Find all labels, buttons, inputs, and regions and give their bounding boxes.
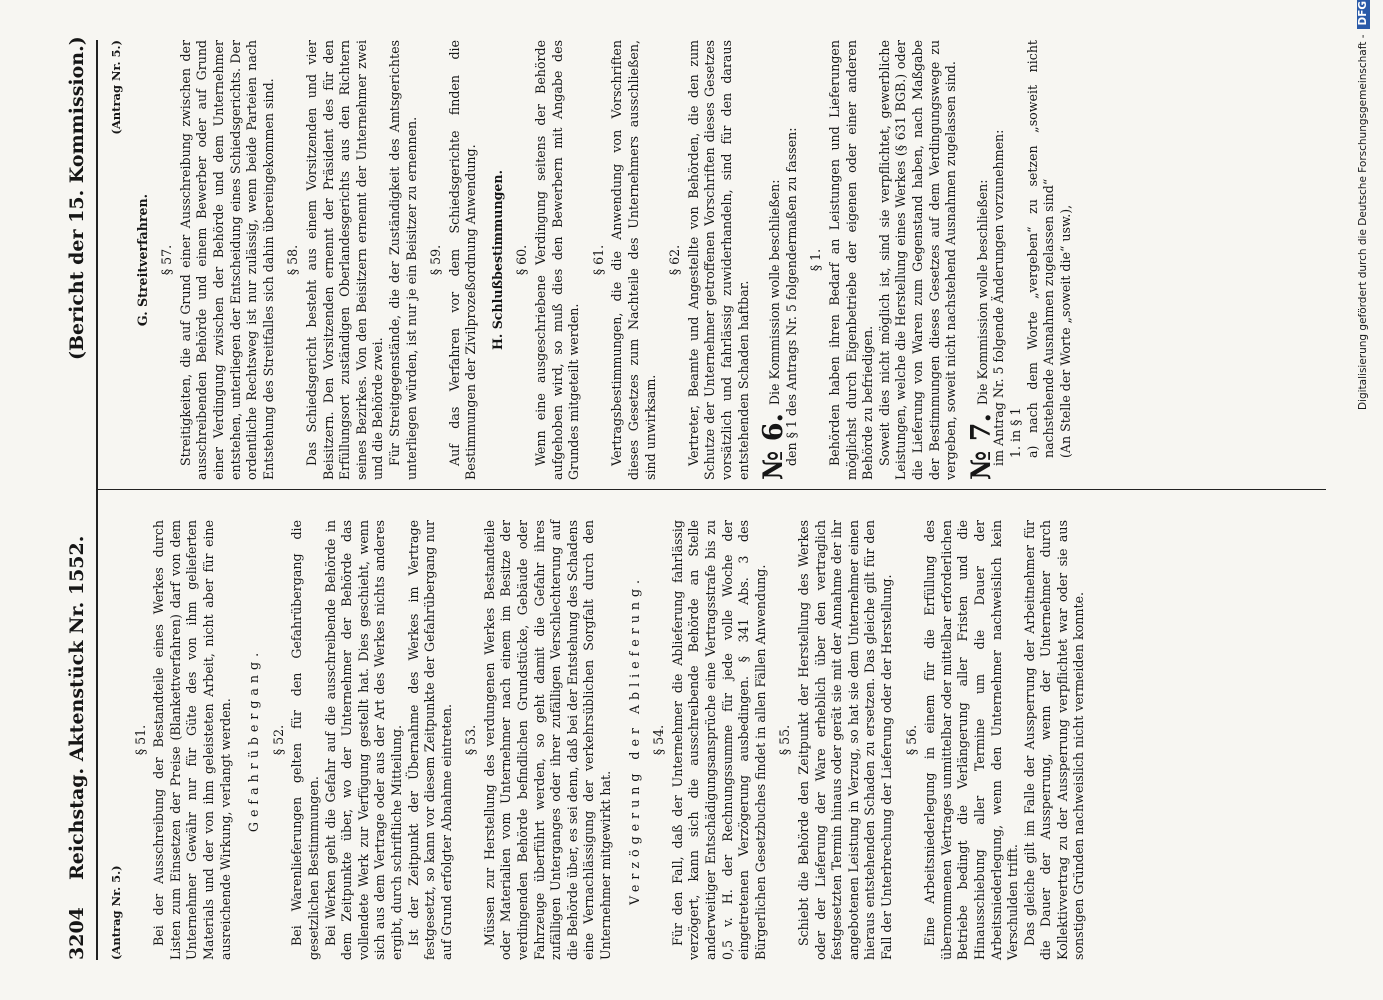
section-51-title: § 51.: [132, 724, 148, 756]
header-title-left: Reichstag. Aktenstück Nr. 1552.: [66, 535, 88, 880]
antrag-7-block: [965, 40, 1075, 480]
section-56-title: § 56.: [903, 724, 919, 756]
document-page: [60, 36, 1340, 960]
section-52-p3: Ist der Zeitpunkt der Übernahme des Werkes im Vertrage festgesetzt, so kann vor diesem Zeitpunkte der Gefahrübergang nur auf Grund erfolgter Abnahme eintreten.: [405, 520, 454, 960]
section-57-title: § 57.: [159, 244, 175, 276]
digitization-credit: [1346, 0, 1372, 1000]
section-56-p2: Das gleiche gilt im Falle der Aussperrung der Arbeitnehmer für die Dauer der Aussperrung, wenn der Unternehmer durch Kollektivvertrag zu der Aussperrung verpflichtet war oder sie aus sonstigen Gründen nachweislich nicht vermeiden konnte.: [1021, 520, 1087, 960]
gefahruebergang-heading: Gefahrübergang.: [246, 647, 262, 833]
section-52-title: § 52.: [270, 724, 286, 756]
section-58-title: § 58.: [285, 244, 301, 276]
schlussbestimmungen-heading: H. Schlußbestimmungen.: [489, 170, 505, 350]
section-55-text: Schiebt die Behörde den Zeitpunkt der Herstellung des Werkes oder der Lieferung der Ware erheblich über den vertraglich festgesetzten Termin hinaus oder gerät sie mit der Annahme der ihr angebotenen Leistung in Verzug, so hat sie dem Unternehmer einen hieraus entstehenden Schaden zu ersetzen. Das gleiche gilt für den Fall der Unterbrechung der Lieferung oder der Herstellung.: [795, 520, 894, 960]
right-column: [108, 40, 1074, 480]
section-51-text: Bei der Ausschreibung der Bestandteile eines Werkes durch Listen zum Einsetzen der Preise (Blankettverfahren) darf von dem Unternehmer Gewähr nur für Güte des von ihm gelieferten Materials und der von ihm geleisteten Arbeit, nicht aber für eine ausreichende Wirkung, verlangt werden.: [151, 520, 233, 960]
credit-text: Digitalisierung gefördert durch die Deutsche Forschungsgemeinschaft -: [1357, 34, 1369, 411]
section-58-p2: Für Streitgegenstände, die der Zuständigkeit des Amtsgerichtes unterliegen würden, ist nur je ein Beisitzer zu ernennen.: [386, 40, 419, 480]
section-54-text: Für den Fall, daß der Unternehmer die Ablieferung fahrlässig verzögert, kann sich die ausschreibende Behörde an Stelle anderweitiger Entschädigungsansprüche eine Vertragsstrafe bis zu 0,5 v. H. der Rechnungssumme für jede volle Woche der eingetretenen Verzögerung ausbedingen. § 341 Abs. 3 des Bürgerlichen Gesetzbuches findet in allen Fällen Anwendung.: [669, 520, 768, 960]
streitverfahren-heading: G. Streitverfahren.: [134, 193, 150, 327]
section-61-text: Vertragsbestimmungen, die die Anwendung von Vorschriften dieses Gesetzes zum Nachteile des Unternehmers ausschließen, sind unwirksam.: [609, 40, 658, 480]
section-60-title: § 60.: [514, 244, 530, 276]
header-title-right: (Bericht der 15. Kommission.): [66, 36, 88, 360]
column-separator: [96, 489, 1326, 490]
section-52-p1: Bei Warenlieferungen gelten für den Gefahrübergang die gesetzlichen Bestimmungen.: [289, 520, 321, 960]
running-head: [60, 36, 100, 960]
antrag-7-item-3: (An Stelle der Worte „soweit die“ usw.),: [1057, 204, 1073, 458]
antrag-6-p1: Behörden haben ihren Bedarf an Leistungen und Lieferungen möglichst durch Eigenbetriebe der eigenen oder einer anderen Behörde zu befriedigen.: [826, 40, 876, 480]
section-53-title: § 53.: [463, 724, 479, 756]
section-58-p1: Das Schiedsgericht besteht aus einem Vorsitzenden und vier Beisitzern. Den Vorsitzenden ernennt der Präsident des für den Erfüllungsort zuständigen Oberlandesgerichts aus den Richtern seines Bezirkes. Von den Beisitzern ernennt der Unternehmer zwei und die Behörde zwei.: [303, 40, 386, 480]
antrag-ref-right: (Antrag Nr. 5.): [109, 40, 123, 135]
section-59-text: Auf das Verfahren vor dem Schiedsgerichte finden die Bestimmungen der Zivilprozeßordnung Anwendung.: [446, 40, 479, 480]
antrag-7-number: № 7.: [965, 413, 997, 480]
section-55-title: § 55.: [777, 724, 793, 756]
antrag-6-section-1-title: § 1.: [808, 248, 824, 272]
header-rule: [96, 40, 98, 960]
antrag-6-number: № 6.: [758, 413, 790, 480]
section-53-text: Müssen zur Herstellung des verdungenen Werkes Bestandteile oder Materialien vom Unternehmer nach einem im Besitze der verdingenden Behörde befindlichen Grundstücke, Gebäude oder Fahrzeuge überführt werden, so geht damit die Gefahr ihres zufälligen Unterganges oder ihrer zufälligen Verschlechterung auf die Behörde über, es sei denn, daß bei der Entstehung des Schadens eine Vernachlässigung der verkehrsüblichen Sorgfalt durch den Unternehmer mitgewirkt hat.: [481, 520, 614, 960]
antrag-7-item-1: 1. in § 1: [1007, 407, 1023, 458]
section-62-text: Vertreter, Beamte und Angestellte von Behörden, die den zum Schutze der Unternehmer getroffenen Vorschriften dieses Gesetzes vorsätzlich und fahrlässig zuwiderhandeln, sind für den daraus entstehenden Schaden haftbar.: [685, 40, 751, 480]
page-number: 3204: [66, 907, 88, 960]
antrag-7-text: im Antrag Nr. 5 folgende Änderungen vorzunehmen:: [991, 129, 1007, 466]
section-61-title: § 61.: [590, 244, 606, 276]
section-56-p1: Eine Arbeitsniederlegung in einem für die Erfüllung des übernommenen Vertrages unmittelbar oder mittelbar erforderlichen Betriebe bedingt die Verlängerung aller Fristen und die Hinausschiebung aller Termine um die Dauer der Arbeitsniederlegung, wenn den Unternehmer nachweislich kein Verschulden trifft.: [922, 520, 1021, 960]
section-59-title: § 59.: [428, 244, 444, 276]
section-57-text: Streitigkeiten, die auf Grund einer Ausschreibung zwischen der ausschreibenden Behörde und einem Bewerber oder auf Grund einer Verdingung zwischen der Behörde und dem Unternehmer entstehen, unterliegen der Entscheidung eines Schiedsgerichts. Der ordentliche Rechtsweg ist nur zulässig, wenn beide Parteien nach Entstehung des Streitfalles sich dahin übereingekommen sind.: [177, 40, 276, 480]
antrag-7-item-2: a) nach dem Worte „vergeben“ zu setzen „soweit nicht nachstehende Ausnahmen zugelassen sind“: [1024, 40, 1057, 458]
section-60-text: Wenn eine ausgeschriebene Verdingung seitens der Behörde aufgehoben wird, so muß dies den Bewerbern mit Angabe des Grundes mitgeteilt werden.: [533, 40, 582, 480]
antrag-6-block: [758, 40, 960, 480]
left-column: [108, 520, 1088, 960]
antrag-7-intro: Die Kommission wolle beschließen:: [974, 179, 990, 406]
section-62-title: § 62.: [667, 244, 683, 276]
antrag-6-intro: Die Kommission wolle beschließen:: [767, 179, 783, 406]
antrag-ref-left: (Antrag Nr. 5.): [109, 865, 123, 960]
section-52-p2: Bei Werken geht die Gefahr auf die ausschreibende Behörde in dem Zeitpunkte über, wo der Unternehmer der Behörde das vollendete Werk zur Verfügung gestellt hat. Dies geschieht, wenn sich aus dem Vertrage oder aus der Art des Werkes nichts anderes ergibt, durch schriftliche Mitteilung.: [322, 520, 404, 960]
antrag-6-p2: Soweit dies nicht möglich ist, sind sie verpflichtet, gewerbliche Leistungen, welche die Herstellung eines Werkes (§ 631 BGB.) oder die Lieferung von Waren zum Gegenstand haben, nach Maßgabe der Bestimmungen dieses Gesetzes auf dem Verdingungswege zu vergeben, soweit nicht nachstehend Ausnahmen zugelassen sind.: [876, 40, 959, 480]
dfg-badge: DFG: [1357, 0, 1370, 29]
verzoegerung-heading: Verzögerung der Ablieferung.: [626, 574, 642, 906]
section-54-title: § 54.: [651, 724, 667, 756]
antrag-6-text: den § 1 des Antrags Nr. 5 folgendermaßen zu fassen:: [783, 127, 799, 466]
